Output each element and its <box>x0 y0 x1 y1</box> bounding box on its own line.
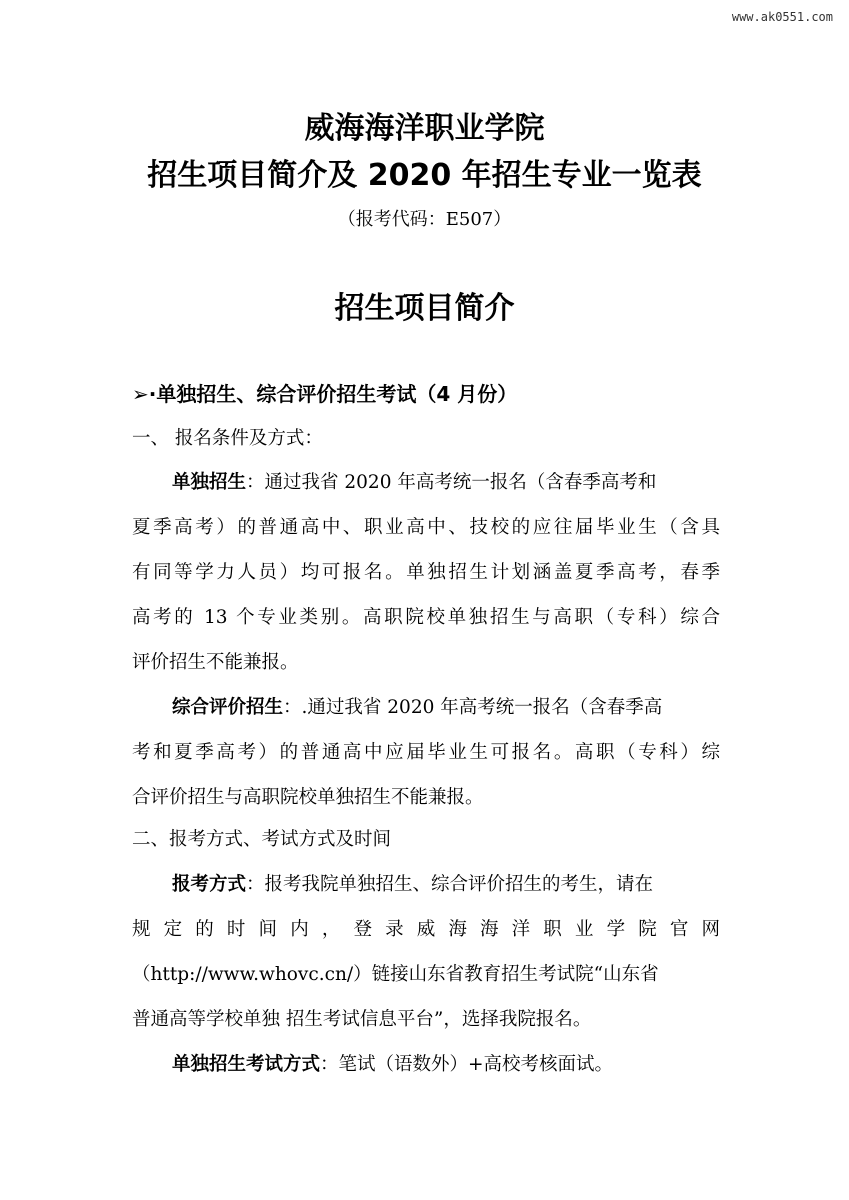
heading-exam-method: 二、报考方式、考试方式及时间 <box>132 829 392 850</box>
para1-line: 夏季高考）的普通高中、职业高中、技校的应往届毕业生（含具 <box>132 517 720 538</box>
para2-line: 考和夏季高考）的普通高中应届毕业生可报名。高职（专科）综 <box>132 742 720 763</box>
para1-line: 单独招生：通过我省 2020 年高考统一报名（含春季高考和 <box>172 472 657 493</box>
para3-line: （http://www.whovc.cn/）链接山东省教育招生考试院“山东省 <box>132 964 659 985</box>
para2-line: 合评价招生与高职院校单独招生不能兼报。 <box>132 787 484 808</box>
para3-line: 规定的时间内，登录威海海洋职业学院官网 <box>132 919 720 940</box>
para1-line: 高考的 13 个专业类别。高职院校单独招生与高职（专科）综合 <box>132 607 720 628</box>
para3-label: 报考方式 <box>172 874 247 895</box>
para1-line: 有同等学力人员）均可报名。单独招生计划涵盖夏季高考，春季 <box>132 562 720 583</box>
section-title: 招生项目简介 <box>334 291 515 326</box>
para4-line: 单独招生考试方式：笔试（语数外）+高校考核面试。 <box>172 1054 614 1075</box>
document-title: 威海海洋职业学院 <box>304 111 545 146</box>
bullet-heading: ➢·单独招生、综合评价招生考试（4 月份） <box>132 382 518 406</box>
exam-code: （报考代码：E507） <box>337 209 512 230</box>
para3-line: 报考方式：报考我院单独招生、综合评价招生的考生，请在 <box>172 874 654 895</box>
para4-label: 单独招生考试方式 <box>172 1054 321 1075</box>
para2-label: 综合评价招生 <box>172 697 284 718</box>
para1-line: 评价招生不能兼报。 <box>132 652 299 673</box>
heading-registration: 一、 报名条件及方式： <box>132 428 323 449</box>
site-watermark: www.ak0551.com <box>731 10 833 24</box>
para2-line: 综合评价招生：.通过我省 2020 年高考统一报名（含春季高 <box>172 697 663 718</box>
para3-line: 普通高等学校单独 招生考试信息平台”，选择我院报名。 <box>132 1009 592 1030</box>
document-subtitle: 招生项目简介及 2020 年招生专业一览表 <box>147 158 702 193</box>
para1-label: 单独招生 <box>172 472 247 493</box>
